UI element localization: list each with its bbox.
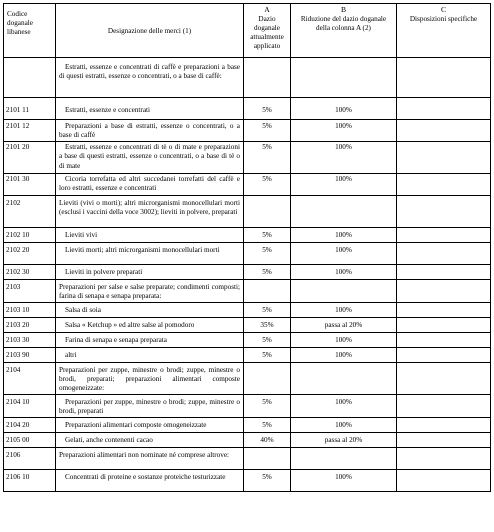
table-body — [4, 58, 491, 492]
specific-provisions-cell — [397, 142, 491, 174]
specific-provisions-cell — [397, 362, 491, 394]
code-cell: 2105 00 — [4, 432, 56, 447]
table-row — [4, 447, 491, 469]
duty-reduction-cell: 100% — [291, 302, 397, 317]
specific-provisions-cell — [397, 228, 491, 243]
code-cell: 2102 — [4, 196, 56, 228]
duty-reduction-cell: passa al 20% — [291, 317, 397, 332]
specific-provisions-cell — [397, 347, 491, 362]
specific-provisions-cell — [397, 280, 491, 303]
code-cell: 2101 12 — [4, 120, 56, 142]
header-col-c — [397, 4, 491, 58]
code-cell: 2106 10 — [4, 469, 56, 491]
code-cell: 2102 20 — [4, 243, 56, 265]
duty-rate-cell — [244, 362, 291, 394]
duty-rate-cell: 5% — [244, 347, 291, 362]
table-row — [4, 417, 491, 432]
description-cell: Preparazioni alimentari composte omogeneizzate — [56, 417, 244, 432]
table-row — [4, 196, 491, 228]
duty-reduction-cell: 100% — [291, 228, 397, 243]
code-cell: 2104 10 — [4, 394, 56, 417]
specific-provisions-cell — [397, 98, 491, 120]
table-row — [4, 265, 491, 280]
tariff-table — [3, 3, 491, 492]
duty-rate-cell — [244, 196, 291, 228]
duty-rate-cell: 5% — [244, 332, 291, 347]
duty-reduction-cell: passa al 20% — [291, 432, 397, 447]
table-row — [4, 317, 491, 332]
duty-rate-cell: 5% — [244, 469, 291, 491]
header-col-c-text: Disposizioni specifiche — [409, 15, 478, 24]
description-cell: Lieviti vivi — [56, 228, 244, 243]
specific-provisions-cell — [397, 469, 491, 491]
duty-rate-cell: 5% — [244, 174, 291, 196]
duty-reduction-cell: 100% — [291, 120, 397, 142]
code-cell: 2101 20 — [4, 142, 56, 174]
code-cell: 2102 30 — [4, 265, 56, 280]
description-cell: Preparazioni alimentari non nominate né comprese altrove: — [56, 447, 244, 469]
header-designation: Designazione delle merci (1) — [56, 4, 244, 58]
table-row — [4, 58, 491, 98]
description-cell: Lieviti in polvere preparati — [56, 265, 244, 280]
description-cell: Lieviti morti; altri microrganismi monocellulari morti — [56, 243, 244, 265]
table-row — [4, 142, 491, 174]
description-cell: Lieviti (vivi o morti); altri microrganismi monocellulari morti (esclusi i vaccini della voce 3002); lieviti in polvere, preparati — [56, 196, 244, 228]
header-col-c-letter: C — [440, 5, 447, 14]
duty-reduction-cell: 100% — [291, 417, 397, 432]
code-cell: 2103 30 — [4, 332, 56, 347]
header-col-b-letter: B — [340, 5, 347, 14]
duty-rate-cell — [244, 280, 291, 303]
table-row — [4, 174, 491, 196]
table-row — [4, 120, 491, 142]
duty-rate-cell: 5% — [244, 417, 291, 432]
duty-reduction-cell: 100% — [291, 174, 397, 196]
specific-provisions-cell — [397, 417, 491, 432]
duty-reduction-cell: 100% — [291, 243, 397, 265]
code-cell: 2102 10 — [4, 228, 56, 243]
header-col-a-text: Dazio doganale attualmente applicato — [250, 15, 284, 51]
description-cell: Salsa di soia — [56, 302, 244, 317]
table-row — [4, 302, 491, 317]
table-row — [4, 228, 491, 243]
duty-rate-cell: 5% — [244, 228, 291, 243]
specific-provisions-cell — [397, 243, 491, 265]
description-cell: Cicoria torrefatta ed altri succedanei torrefatti del caffè e loro estratti, essenze e concentrati — [56, 174, 244, 196]
duty-reduction-cell: 100% — [291, 469, 397, 491]
description-cell: Preparazioni per zuppe, minestre o brodi; zuppe, minestre o brodi, preparati; preparazioni alimentari composte omogeneizzate: — [56, 362, 244, 394]
specific-provisions-cell — [397, 432, 491, 447]
table-row — [4, 432, 491, 447]
duty-rate-cell: 5% — [244, 120, 291, 142]
code-cell: 2101 11 — [4, 98, 56, 120]
description-cell: Preparazioni a base di estratti, essenze o concentrati, o a base di caffè — [56, 120, 244, 142]
description-cell: Salsa « Ketchup » ed altre salse al pomodoro — [56, 317, 244, 332]
specific-provisions-cell — [397, 58, 491, 98]
code-cell: 2106 — [4, 447, 56, 469]
header-col-b — [291, 4, 397, 58]
duty-rate-cell — [244, 447, 291, 469]
header-col-b-text: Riduzione del dazio doganale della colonna A (2) — [300, 15, 387, 33]
table-row — [4, 362, 491, 394]
specific-provisions-cell — [397, 265, 491, 280]
specific-provisions-cell — [397, 447, 491, 469]
duty-reduction-cell: 100% — [291, 265, 397, 280]
description-cell: Estratti, essenze e concentrati — [56, 98, 244, 120]
table-row — [4, 280, 491, 303]
duty-rate-cell: 35% — [244, 317, 291, 332]
description-cell: Farina di senapa e senapa preparata — [56, 332, 244, 347]
specific-provisions-cell — [397, 332, 491, 347]
duty-reduction-cell — [291, 58, 397, 98]
table-row — [4, 98, 491, 120]
duty-reduction-cell — [291, 447, 397, 469]
description-cell: altri — [56, 347, 244, 362]
duty-reduction-cell — [291, 362, 397, 394]
description-cell: Estratti, essenze e concentrati di caffè e preparazioni a base di questi estratti, essenze o concentrati, o a base di caffè: — [56, 58, 244, 98]
table-row — [4, 332, 491, 347]
duty-rate-cell: 5% — [244, 394, 291, 417]
description-cell: Gelati, anche contenenti cacao — [56, 432, 244, 447]
duty-rate-cell: 5% — [244, 265, 291, 280]
duty-reduction-cell: 100% — [291, 394, 397, 417]
table-row — [4, 394, 491, 417]
duty-rate-cell: 40% — [244, 432, 291, 447]
duty-reduction-cell: 100% — [291, 142, 397, 174]
specific-provisions-cell — [397, 302, 491, 317]
code-cell: 2103 10 — [4, 302, 56, 317]
duty-rate-cell — [244, 58, 291, 98]
description-cell: Preparazioni per zuppe, minestre o brodi; zuppe, minestre o brodi, preparati — [56, 394, 244, 417]
table-row — [4, 243, 491, 265]
duty-rate-cell: 5% — [244, 98, 291, 120]
table-header-row — [4, 4, 491, 58]
description-cell: Estratti, essenze e concentrati di tè o di mate e preparazioni a base di questi estratti, essenze o concentrati, o a base di tè o di mate — [56, 142, 244, 174]
code-cell: 2103 — [4, 280, 56, 303]
code-cell: 2104 20 — [4, 417, 56, 432]
duty-reduction-cell — [291, 280, 397, 303]
table-row — [4, 347, 491, 362]
header-code: Codice doganale libanese — [4, 4, 56, 58]
code-cell: 2103 90 — [4, 347, 56, 362]
table-row — [4, 469, 491, 491]
code-cell: 2104 — [4, 362, 56, 394]
specific-provisions-cell — [397, 317, 491, 332]
duty-rate-cell: 5% — [244, 142, 291, 174]
description-cell: Preparazioni per salse e salse preparate; condimenti composti; farina di senapa e senapa preparata: — [56, 280, 244, 303]
code-cell: 2103 20 — [4, 317, 56, 332]
specific-provisions-cell — [397, 174, 491, 196]
header-col-a-letter: A — [264, 5, 270, 14]
code-cell: 2101 30 — [4, 174, 56, 196]
duty-rate-cell: 5% — [244, 302, 291, 317]
code-cell — [4, 58, 56, 98]
specific-provisions-cell — [397, 120, 491, 142]
duty-reduction-cell — [291, 196, 397, 228]
specific-provisions-cell — [397, 394, 491, 417]
duty-rate-cell: 5% — [244, 243, 291, 265]
duty-reduction-cell: 100% — [291, 332, 397, 347]
specific-provisions-cell — [397, 196, 491, 228]
header-col-a — [244, 4, 291, 58]
description-cell: Concentrati di proteine e sostanze proteiche testurizzate — [56, 469, 244, 491]
duty-reduction-cell: 100% — [291, 347, 397, 362]
duty-reduction-cell: 100% — [291, 98, 397, 120]
